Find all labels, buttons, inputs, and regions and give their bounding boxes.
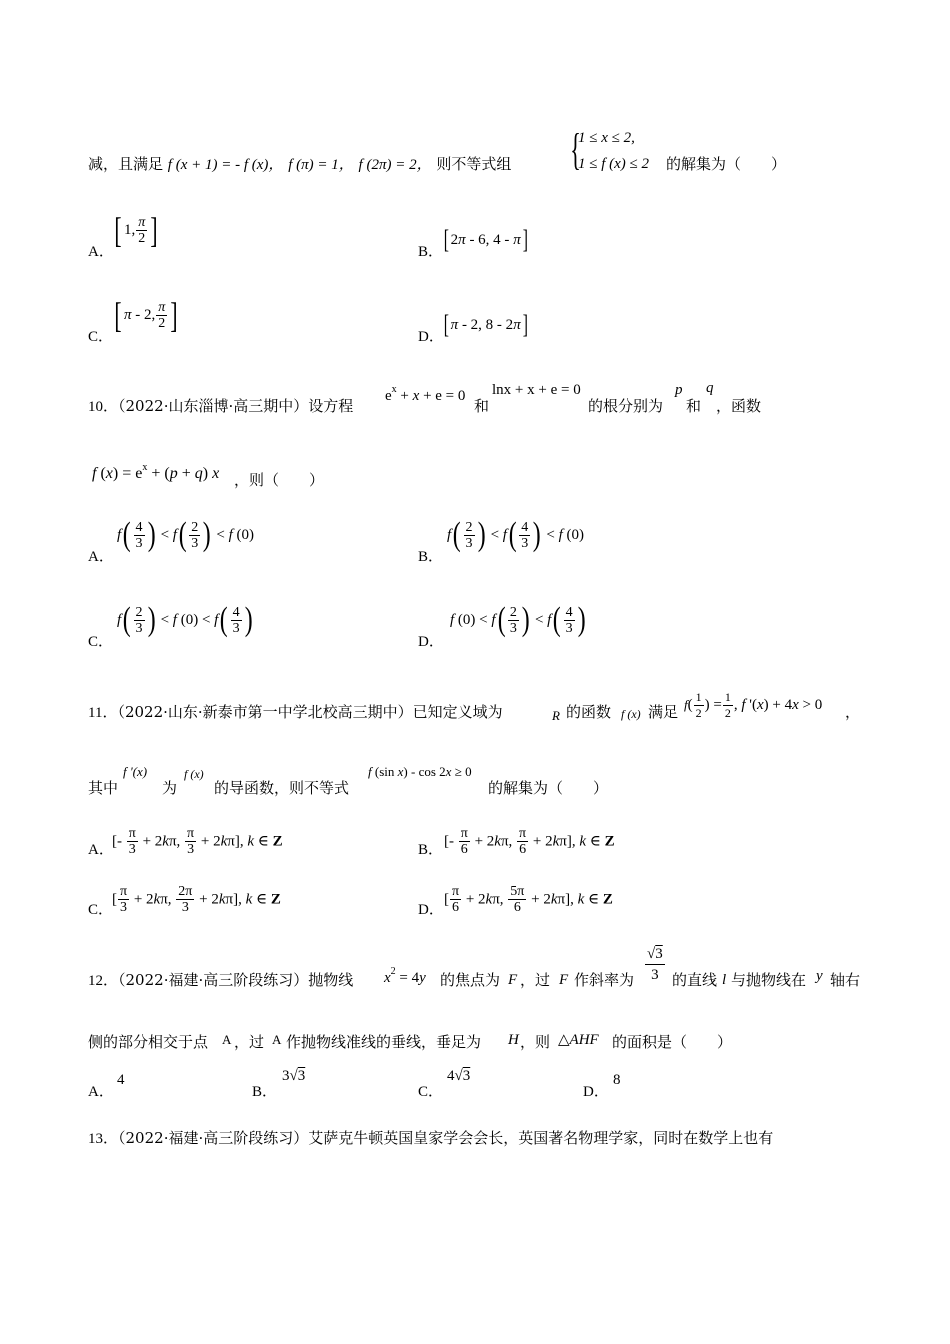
q12-option-d: 8 (613, 1072, 621, 1088)
q12-number: 12． (88, 973, 119, 989)
q12-line2-a: 侧的部分相交于点 (88, 1033, 209, 1051)
q9-condition-3: f (2π) = 2， (358, 157, 432, 173)
q12-option-a: 4 (117, 1072, 125, 1088)
q9-condition-1: f (x + 1) = - f (x)， (167, 157, 284, 173)
q11-source: （2022·山东·新泰市第一中学北校高三期中） (117, 703, 413, 721)
q13-stem (88, 1128, 773, 1149)
q11-line2-b: 为 (162, 779, 178, 797)
q11-option-b: [- $\frac{\pi}{6}$ + 2kπ, $\frac{\pi}{6}$ + 2kπ], k ∈ Z (444, 826, 615, 857)
q10-option-c-label: C． (88, 634, 114, 650)
q12-option-d-label: D． (583, 1084, 609, 1100)
q9-option-a: [ 1, $\frac{\pi}{2}$ ] (114, 210, 158, 250)
q12-stem (88, 970, 353, 991)
q12-A: A (222, 1032, 232, 1047)
q11-fprime: f '(x) (123, 764, 148, 779)
q10-q: q (706, 380, 714, 396)
q10-option-d: f (0) < f( $\frac{2}{3}$ ) < f( $\frac{4}{3}$ ) (450, 601, 586, 638)
q11-option-c: [ $\frac{\pi}{3}$ + 2kπ, $\frac{2\pi}{3}$ + 2kπ], k ∈ Z (112, 884, 281, 915)
q12-slope: $\frac{√3}{3}$ (647, 946, 663, 983)
q11-line2-a: 其中 (88, 779, 119, 797)
q10-equation-2: lnx + x + e = 0 (492, 382, 581, 398)
q11-condition: f( $\frac{1}{2}$ ) = $\frac{1}{2}$ , f '(x) + 4x > 0 (684, 690, 823, 720)
q9-stem-end: 的解集为（ ） (666, 155, 787, 173)
q12-parabola: $x^2 = 4y$ (384, 966, 426, 986)
q10-option-b-label: B． (418, 549, 444, 565)
q10-stem-4: ，则（ ） (234, 471, 325, 489)
q11-option-d-label: D． (418, 902, 444, 918)
q10-function: f $(x) = e^x + (p + q)$ x (92, 462, 220, 482)
q10-and: 和 (474, 397, 490, 415)
q10-option-d-label: D． (418, 634, 444, 650)
q11-inequality: f (sin x) - cos 2x ≥ 0 (368, 764, 472, 779)
q11-stem-text: 已知定义域为 (412, 703, 503, 721)
q13-source: （2022·福建·高三阶段练习） (118, 1129, 309, 1147)
q12-line2-c: 作抛物线准线的垂线，垂足为 (286, 1033, 482, 1051)
q12-stem-3: ，过 (520, 971, 551, 989)
q12-stem-6: 与抛物线在 (731, 971, 807, 989)
q12-l: l (722, 972, 727, 988)
q11-option-a-label: A． (88, 842, 114, 858)
q10-stem (88, 396, 353, 417)
q12-stem-7: 轴右 (830, 971, 861, 989)
q10-option-c: f( $\frac{2}{3}$ ) < f (0) < f( $\frac{4}{3}$ ) (117, 601, 253, 638)
q12-option-c: 4√3 (447, 1068, 471, 1084)
q10-option-a: f( $\frac{4}{3}$ ) < f( $\frac{2}{3}$ ) < f (0) (117, 516, 255, 553)
q12-F-2: F (559, 972, 569, 988)
q11-comma: ， (845, 703, 861, 721)
q12-line2-b: ，过 (234, 1033, 265, 1051)
q11-stem (88, 702, 503, 723)
q11-fx: f (x) (621, 707, 641, 721)
q12-source: （2022·福建·高三阶段练习） (118, 971, 309, 989)
q10-and-2: 和 (686, 397, 702, 415)
q11-option-c-label: C． (88, 902, 114, 918)
q11-line2-d: 的解集为（ ） (488, 779, 609, 797)
q12-F: F (508, 972, 518, 988)
q12-A-2: A (272, 1032, 282, 1047)
q13-number: 13． (88, 1131, 119, 1147)
q11-stem-2: 的函数 (566, 703, 612, 721)
q12-stem-2: 的焦点为 (440, 971, 501, 989)
q12-option-c-label: C． (418, 1084, 444, 1100)
q9-system-line-1: 1 ≤ x ≤ 2, (578, 130, 635, 146)
q10-option-b: f( $\frac{2}{3}$ ) < f( $\frac{4}{3}$ ) < f (0) (447, 516, 585, 553)
q11-number: 11． (88, 705, 118, 721)
q11-option-b-label: B． (418, 842, 444, 858)
q9-option-d: [ π - 2, 8 - 2π] (443, 310, 528, 339)
q10-stem-3: ，函数 (716, 397, 762, 415)
q12-option-b-label: B． (252, 1084, 278, 1100)
q12-stem-5: 的直线 (672, 971, 718, 989)
q9-option-b: [ 2π - 6, 4 - π] (443, 225, 528, 254)
q9-option-c: [ π - 2, $\frac{\pi}{2}$ ] (114, 295, 178, 335)
q11-option-d: [ $\frac{\pi}{6}$ + 2kπ, $\frac{5\pi}{6}$ + 2kπ], k ∈ Z (444, 884, 613, 915)
q10-stem-2: 的根分别为 (588, 397, 664, 415)
q12-option-b: 3√3 (282, 1068, 306, 1084)
q12-H: H (508, 1032, 519, 1048)
q12-stem-4: 作斜率为 (574, 971, 635, 989)
q9-option-a-label: A． (88, 244, 114, 260)
q10-p: p (675, 382, 683, 398)
q9-option-b-label: B． (418, 244, 444, 260)
q12-y: y (816, 968, 823, 984)
q10-equation-1: $e^x + x + e = 0$ (385, 384, 466, 404)
q12-line2-d: ，则 (520, 1033, 551, 1051)
q11-stem-3: 满足 (648, 703, 679, 721)
q11-R: R (552, 708, 560, 723)
q9-stem (88, 154, 511, 175)
q12-line2-e: 的面积是（ ） (612, 1033, 733, 1051)
q11-line2-c: 的导函数，则不等式 (214, 779, 350, 797)
q9-option-d-label: D． (418, 329, 444, 345)
q9-condition-2: f (π) = 1， (288, 157, 354, 173)
q10-option-a-label: A． (88, 549, 114, 565)
q9-stem-text-2: 则不等式组 (436, 155, 512, 173)
q13-text: 艾萨克牛顿英国皇家学会会长，英国著名物理学家，同时在数学上也有 (308, 1129, 774, 1147)
q11-option-a: [- $\frac{\pi}{3}$ + 2kπ, $\frac{\pi}{3}$ + 2kπ], k ∈ Z (112, 826, 283, 857)
q9-system-line-2: 1 ≤ f (x) ≤ 2 (578, 156, 650, 172)
q10-source: （2022·山东淄博·高三期中） (118, 397, 309, 415)
q10-number: 10． (88, 399, 119, 415)
q9-option-c-label: C． (88, 329, 114, 345)
q11-line2-fx: f (x) (184, 767, 204, 781)
q9-stem-text: 减，且满足 (88, 155, 164, 173)
q12-stem-text: 抛物线 (308, 971, 354, 989)
q12-triangle: △AHF (558, 1032, 599, 1048)
q12-option-a-label: A． (88, 1084, 114, 1100)
q10-stem-text: 设方程 (308, 397, 354, 415)
q9-system-brace: { (570, 125, 581, 174)
